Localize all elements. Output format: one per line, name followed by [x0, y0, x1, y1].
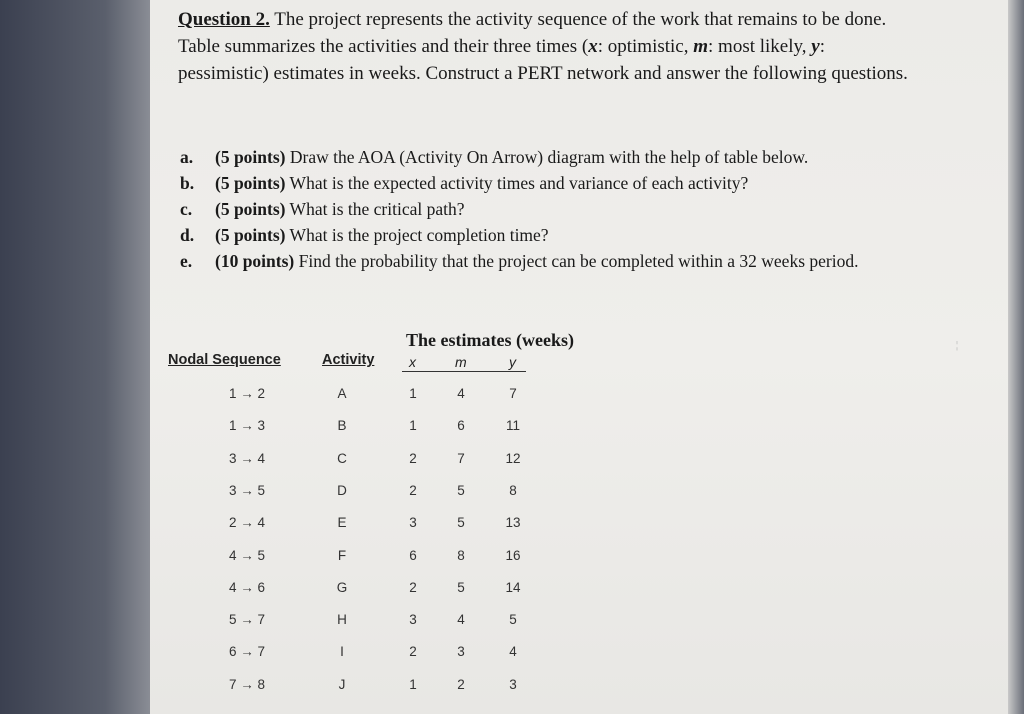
table-cell-seq: 7 → 8 [228, 677, 266, 692]
table-cell-m: 5 [457, 580, 465, 595]
table-cell-x: 2 [409, 451, 417, 466]
header-activity: Activity [322, 352, 375, 368]
table-cell-seq: 1 → 2 [228, 386, 266, 401]
subquestion-d [180, 222, 915, 248]
subquestion-e [180, 248, 915, 274]
table-cell-seq: 3 → 4 [228, 451, 266, 466]
table-cell-seq: 5 → 7 [228, 612, 266, 627]
x-symbol: x [588, 36, 598, 57]
table-cell-activity: J [338, 677, 346, 692]
table-cell-seq: 4 → 6 [228, 580, 266, 595]
subquestion-b [180, 170, 915, 196]
subquestion-letter: a. [180, 147, 194, 167]
table-cell-y: 5 [509, 612, 517, 627]
monitor-bezel-left [0, 0, 150, 714]
table-cell-x: 2 [409, 580, 417, 595]
table-cell-y: 13 [505, 515, 521, 530]
table-cell-m: 7 [457, 451, 465, 466]
table-cell-y: 12 [505, 451, 521, 466]
document-screen [150, 0, 1008, 714]
table-cell-x: 1 [409, 386, 417, 401]
subquestion-c [180, 196, 915, 222]
table-cell-activity: E [337, 515, 347, 530]
screen-mark: ¦ [955, 340, 958, 351]
table-cell-seq: 3 → 5 [228, 483, 266, 498]
table-cell-activity: A [337, 386, 347, 401]
table-cell-seq: 6 → 7 [228, 644, 266, 659]
table-cell-m: 6 [457, 418, 465, 433]
subquestion-a [180, 144, 915, 170]
subquestion-points: (5 points) [215, 199, 286, 219]
table-cell-y: 14 [505, 580, 521, 595]
subquestion-text: Find the probability that the project can be completed within a 32 weeks period. [294, 251, 859, 271]
table-cell-y: 11 [505, 418, 520, 433]
header-x: x [409, 354, 416, 370]
table-cell-activity: I [340, 644, 344, 659]
subquestion-points: (10 points) [215, 251, 295, 271]
question-label: Question 2. [178, 9, 270, 30]
subquestion-letter: e. [180, 251, 193, 271]
table-cell-x: 6 [409, 548, 417, 563]
table-cell-seq: 1 → 3 [228, 418, 266, 433]
table-cell-x: 2 [409, 644, 417, 659]
header-underline [402, 371, 526, 372]
subquestion-text: Draw the AOA (Activity On Arrow) diagram with the help of table below. [285, 147, 809, 167]
table-cell-activity: H [337, 612, 347, 627]
table-cell-x: 3 [409, 612, 417, 627]
table-cell-x: 3 [409, 515, 417, 530]
table-cell-x: 1 [409, 418, 417, 433]
table-cell-y: 7 [509, 386, 517, 401]
table-cell-x: 1 [409, 677, 417, 692]
subquestion-points: (5 points) [215, 147, 286, 167]
table-cell-m: 4 [457, 612, 465, 627]
table-cell-m: 2 [457, 677, 465, 692]
estimates-title: The estimates (weeks) [406, 330, 574, 350]
y-description: : pessimistic) estimates in weeks. Construct a PERT network and answer the following questions. [178, 36, 908, 84]
table-cell-m: 4 [457, 386, 465, 401]
subquestion-text: What is the critical path? [285, 199, 465, 219]
question-paragraph [178, 6, 916, 87]
table-cell-y: 16 [505, 548, 521, 563]
y-symbol: y [811, 36, 820, 57]
m-symbol: m [693, 36, 709, 57]
subquestion-points: (5 points) [215, 173, 286, 193]
table-cell-activity: C [337, 451, 347, 466]
table-cell-x: 2 [409, 483, 417, 498]
table-cell-m: 8 [457, 548, 465, 563]
x-description: : optimistic, [597, 36, 694, 57]
table-cell-seq: 4 → 5 [228, 548, 266, 563]
table-cell-m: 5 [457, 483, 465, 498]
subquestion-list [180, 144, 915, 274]
table-cell-y: 4 [509, 644, 517, 659]
monitor-bezel-right [1008, 0, 1024, 714]
subquestion-letter: d. [180, 225, 195, 245]
subquestion-letter: c. [180, 199, 193, 219]
header-nodal-sequence: Nodal Sequence [168, 352, 281, 368]
question-text-1: The project represents the activity sequence of the work that remains to be done. Table summarizes the activities and their three times ( [178, 9, 887, 57]
subquestion-text: What is the expected activity times and variance of each activity? [285, 173, 749, 193]
m-description: : most likely, [708, 36, 812, 57]
table-cell-y: 8 [509, 483, 517, 498]
table-cell-seq: 2 → 4 [228, 515, 266, 530]
subquestion-text: What is the project completion time? [285, 225, 549, 245]
table-cell-activity: G [336, 580, 348, 595]
subquestion-points: (5 points) [215, 225, 286, 245]
table-cell-y: 3 [509, 677, 517, 692]
table-cell-activity: D [337, 483, 347, 498]
table-cell-m: 3 [457, 644, 465, 659]
table-cell-m: 5 [457, 515, 465, 530]
subquestion-letter: b. [180, 173, 195, 193]
header-y: y [509, 354, 516, 370]
table-cell-activity: B [337, 418, 347, 433]
header-m: m [455, 354, 467, 370]
table-cell-activity: F [337, 548, 347, 563]
